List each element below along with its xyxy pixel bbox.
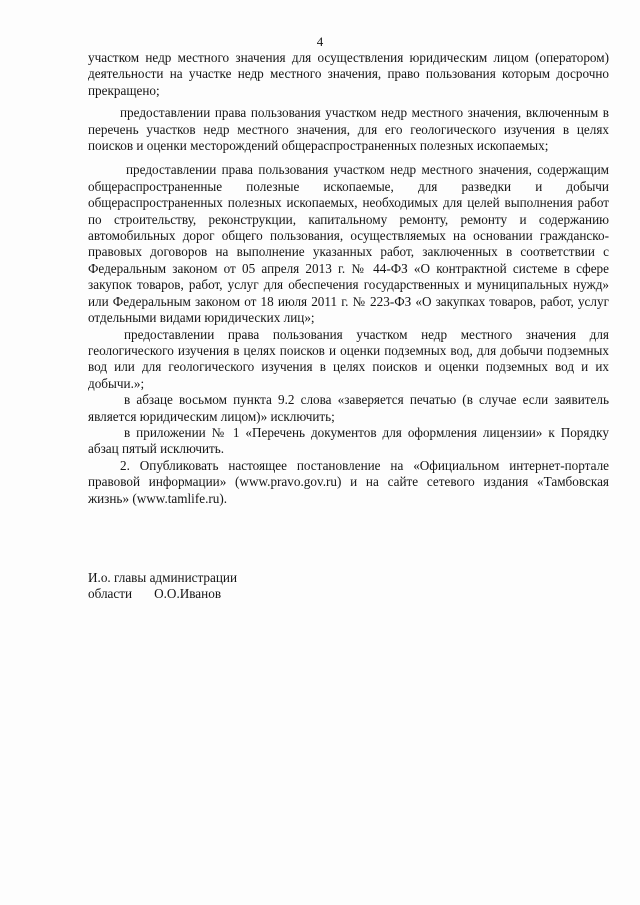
paragraph-clause-9-2: в абзаце восьмом пункта 9.2 слова «заверяется печатью (в случае если заявитель является юридическим лицом)» исключить; [88, 392, 609, 424]
paragraph-geological-study: предоставлении права пользования участком недр местного значения, включенным в перечень участков недр местного значения, для его геологического изучения в целях поисков и оценки месторождений общераспространенных полезных ископаемых; [88, 105, 609, 154]
paragraph-groundwater: предоставлении права пользования участком недр местного значения для геологического изучения в целях поисков и оценки подземных вод, для добычи подземных вод или для геологического изучения в целях поисков и оценки подземных вод и их добычи.»; [88, 326, 609, 391]
signatory-region: области [88, 586, 133, 601]
paragraph-publish: 2. Опубликовать настоящее постановление на «Официальном интернет-портале правовой информации» (www.pravo.gov.ru) и на сайте сетевого издания «Тамбовская жизнь» (www.tamlife.ru). [88, 457, 609, 506]
signature-block [88, 570, 237, 602]
signatory-title-line2 [88, 586, 237, 602]
page-number: 4 [316, 34, 324, 49]
signatory-name: О.О.Иванов [154, 586, 222, 601]
paragraph-appendix-1: в приложении № 1 «Перечень документов для оформления лицензии» к Порядку абзац пятый исключить. [88, 424, 609, 457]
document-body [88, 50, 609, 507]
signatory-title: И.о. главы администрации [88, 570, 238, 585]
paragraph-continuation: участком недр местного значения для осуществления юридическим лицом (оператором) деятельности на участке недр местного значения, право пользования которым досрочно прекращено; [88, 50, 609, 98]
paragraph-road-works: предоставлении права пользования участком недр местного значения, содержащим общераспространенные полезные ископаемые, для разведки и добычи общераспространенных полезных ископаемых, необходимых для целей выполнения работ по строительству, реконструкции, капитальному ремонту, ремонту и содержанию автомобильных дорог общего пользования, осуществляемых на основании гражданско-правовых договоров на выполнение указанных работ, заключенных в соответствии с Федеральным законом от 05 апреля 2013 г. № 44-ФЗ «О контрактной системе в сфере закупок товаров, работ, услуг для обеспечения государственных и муниципальных нужд» или Федеральным законом от 18 июля 2011 г. № 223-ФЗ «О закупках товаров, работ, услуг отдельными видами юридических лиц»; [88, 162, 609, 326]
